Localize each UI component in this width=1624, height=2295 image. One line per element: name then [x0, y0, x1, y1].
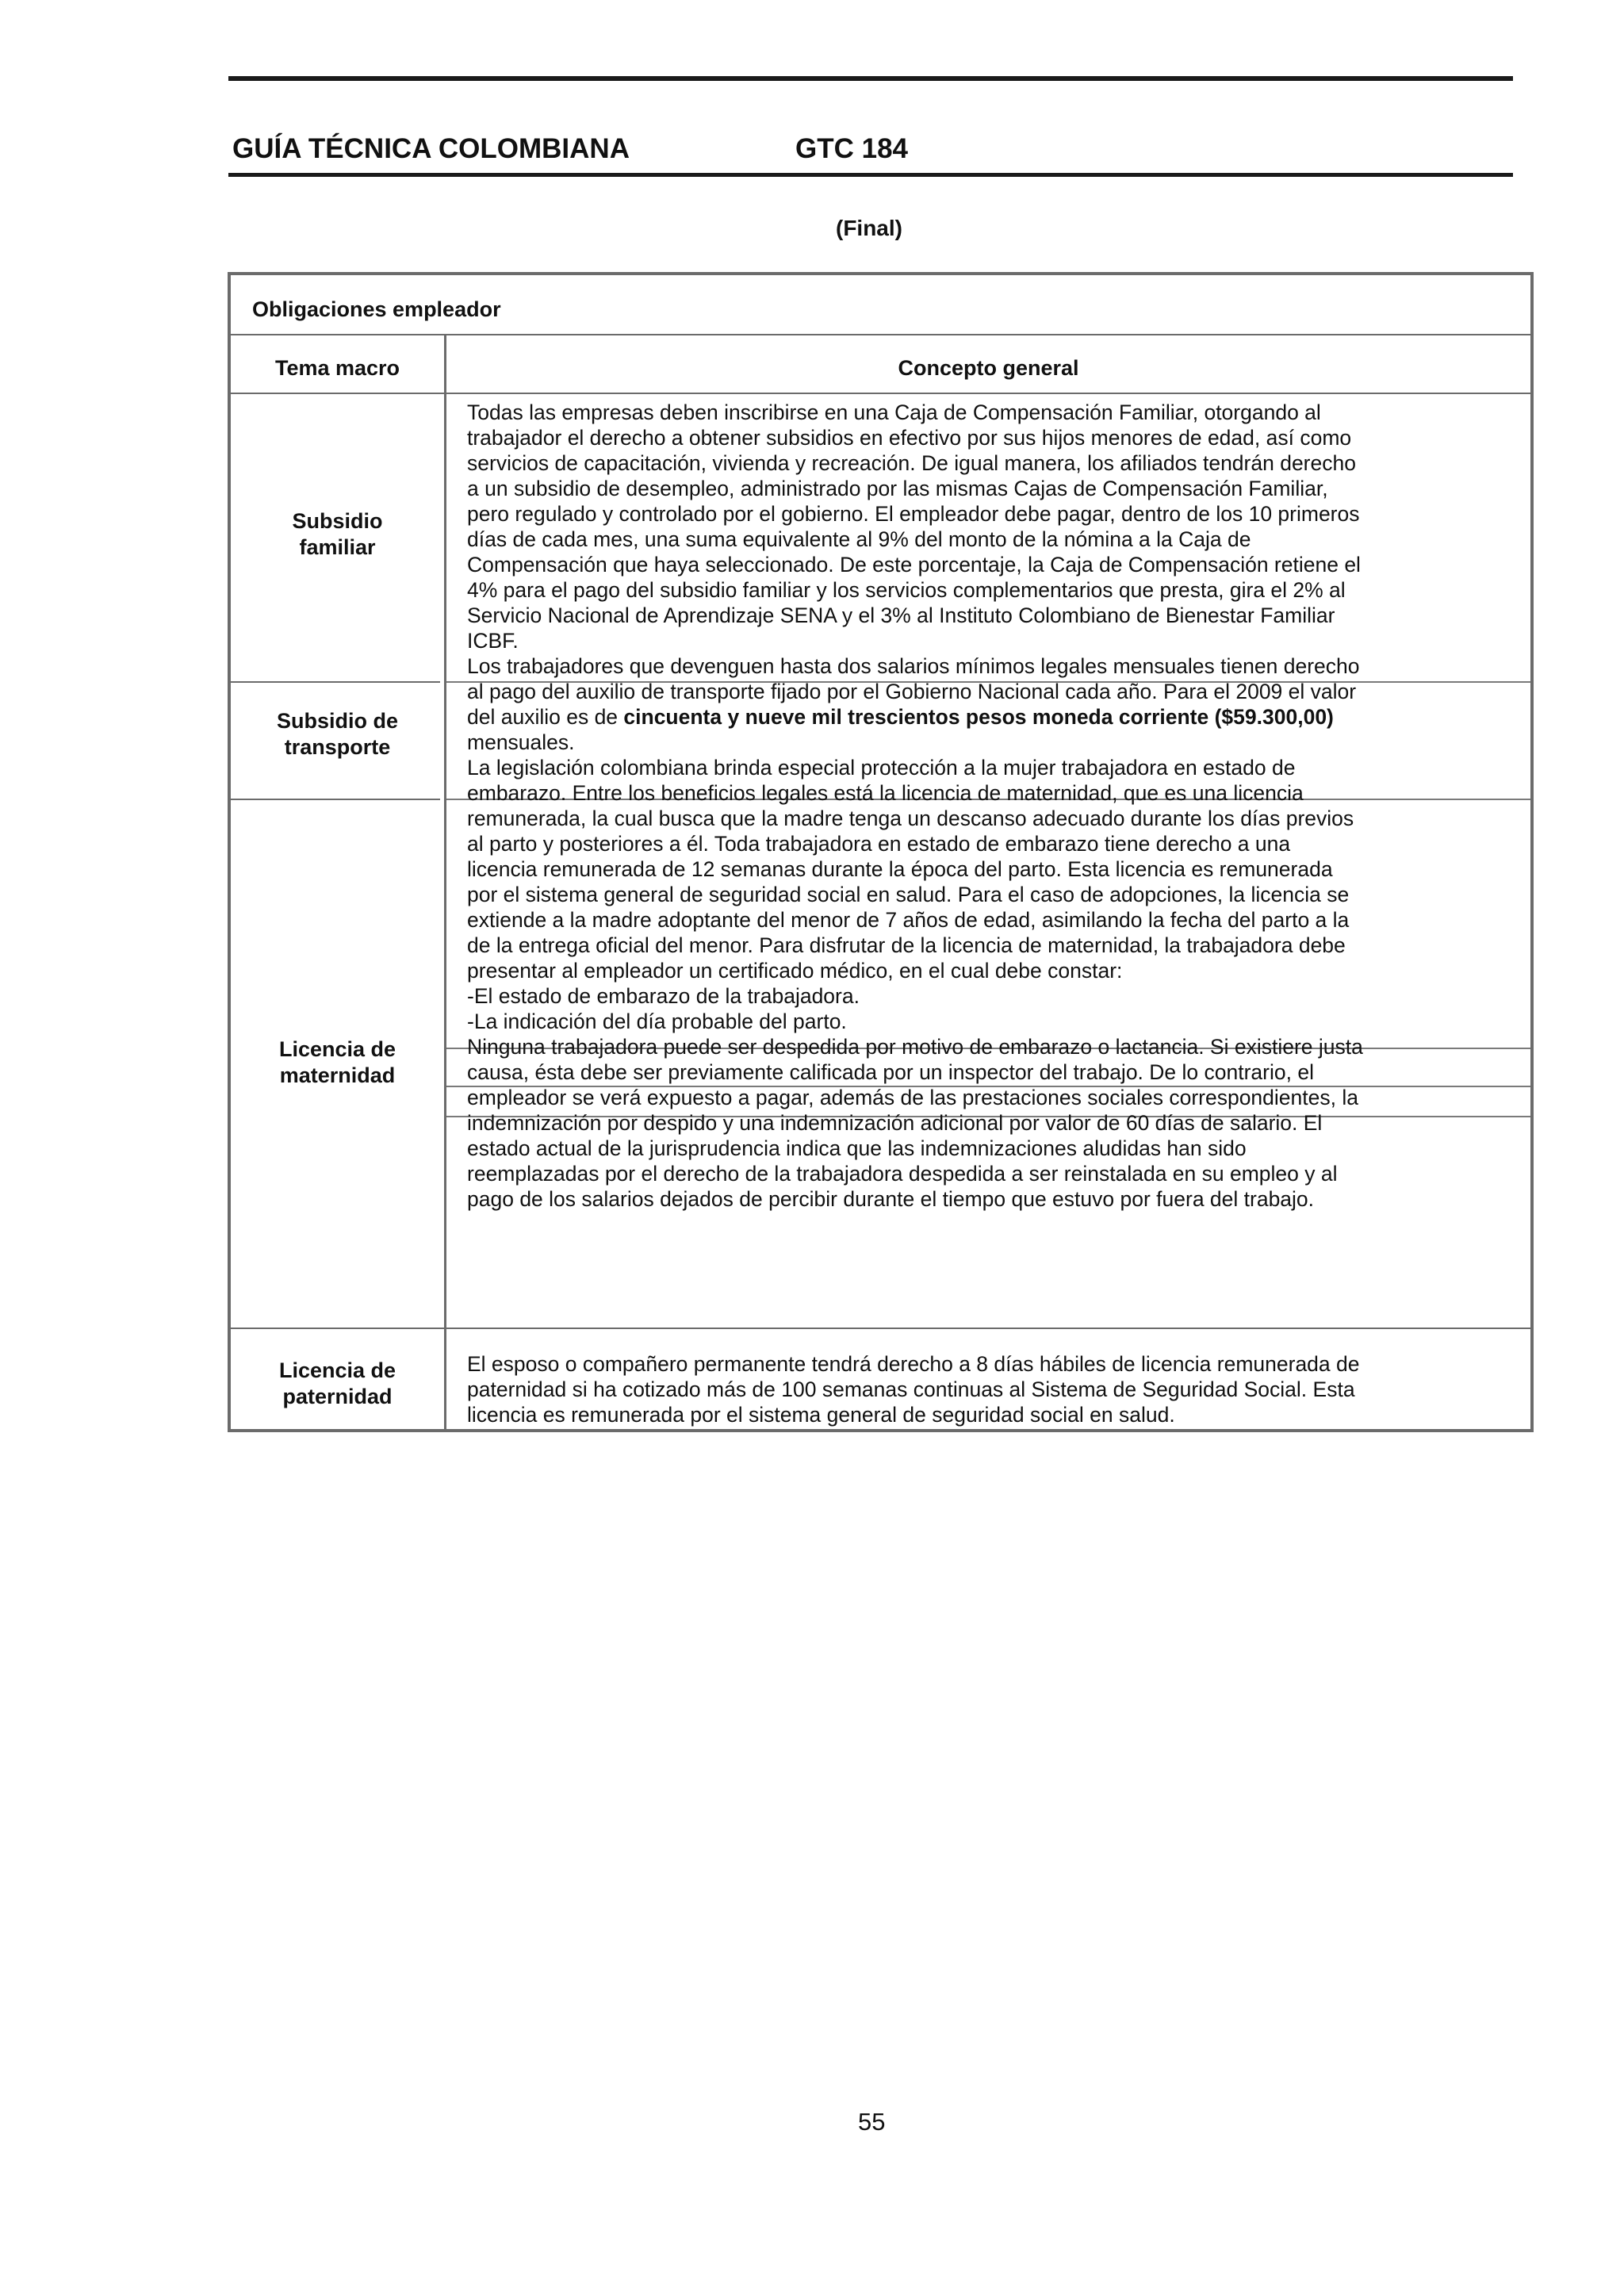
table-divider	[231, 334, 1530, 335]
concept-amount-bold: cincuenta y nueve mil trescientos pesos moneda corriente ($59.300,00)	[623, 705, 1334, 729]
header-top-rule	[228, 76, 1513, 81]
topic-line: maternidad	[279, 1063, 396, 1087]
topic-line: Licencia de	[278, 1037, 396, 1061]
concept-text: Los trabajadores que devenguen hasta dos salarios mínimos legales mensuales tienen derecho al pago del auxilio de transporte fijado por el Gobierno Nacional cada año. Para el 2009 el valor del auxilio es de	[467, 654, 1360, 729]
row-divider	[231, 681, 440, 683]
topic-line: transporte	[284, 735, 391, 759]
topic-line: paternidad	[282, 1385, 393, 1408]
column-header-topic: Tema macro	[274, 356, 400, 380]
header-bottom-rule	[228, 173, 1513, 177]
concept-text: mensuales.	[467, 730, 575, 754]
continuation-label: (Final)	[836, 216, 902, 240]
concept-subsidio-familiar: Todas las empresas deben inscribirse en una Caja de Compensación Familiar, otorgando al trabajador el derecho a obtener subsidios en efectivo por sus hijos menores de edad, así como servicios de capacitación, vivienda y recreación. De igual manera, los afiliados tendrán derecho a un subsidio de desempleo, administrado por las mismas Cajas de Compensación Familiar, pero regulado y controlado por el gobierno. El empleador debe pagar, dentro de los 10 primeros días de cada mes, una suma equivalente al 9% del monto de la nómina a la Caja de Compensación que haya seleccionado. De este porcentaje, la Caja de Compensación retiene el 4% para el pago del subsidio familiar y los servicios complementarios que presta, gira el 2% al Servicio Nacional de Aprendizaje SENA y el 3% al Instituto Colombiano de Bienestar Familiar ICBF.	[467, 400, 1361, 653]
topic-line: Subsidio	[292, 509, 383, 533]
topic-subsidio-transporte	[231, 708, 444, 761]
table-divider	[231, 393, 1530, 394]
table-title: Obligaciones empleador	[252, 297, 501, 321]
column-header-concept: Concepto general	[898, 356, 1079, 380]
row-divider	[231, 799, 440, 800]
page-number: 55	[858, 2108, 886, 2136]
obligations-table	[228, 272, 1534, 1432]
concept-subsidio-transporte	[467, 653, 1454, 755]
document-code: GTC 184	[795, 133, 908, 164]
topic-line: Subsidio de	[276, 709, 398, 733]
topic-line: Licencia de	[278, 1358, 396, 1382]
topic-licencia-maternidad	[231, 1036, 444, 1089]
topic-subsidio-familiar	[231, 508, 444, 561]
document-title: GUÍA TÉCNICA COLOMBIANA	[232, 133, 630, 164]
column-divider	[444, 334, 446, 1432]
concept-licencia-paternidad: El esposo o compañero permanente tendrá derecho a 8 días hábiles de licencia remunerada de paternidad si ha cotizado más de 100 semanas continuas al Sistema de Seguridad Social. Esta licencia es remunerada por el sistema general de seguridad social en salud.	[467, 1352, 1360, 1427]
concept-licencia-maternidad: La legislación colombiana brinda especial protección a la mujer trabajadora en estado de embarazo. Entre los beneficios legales está la licencia de maternidad, que es una licencia remunerada, la cual busca que la madre tenga un descanso adecuado durante los días previos al parto y posteriores a él. Toda trabajadora en estado de embarazo tiene derecho a una licencia remunerada de 12 semanas durante la época del parto. Esta licencia es remunerada por el sistema general de seguridad social en salud. Para el caso de adopciones, la licencia se extiende a la madre adoptante del menor de 7 años de edad, asimilando la fecha del parto a la de la entrega oficial del menor. Para disfrutar de la licencia de maternidad, la trabajadora debe presentar al empleador un certificado médico, en el cual debe constar: -El estado de embarazo de la trabajadora. -La indicación del día probable del parto. Ninguna trabajadora puede ser despedida por motivo de embarazo o lactancia. Si existiere justa causa, ésta debe ser previamente calificada por un inspector del trabajo. De lo contrario, el empleador se verá expuesto a pagar, además de las prestaciones sociales correspondientes, la indemnización por despido y una indemnización adicional por valor de 60 días de salario. El estado actual de la jurisprudencia indica que las indemnizaciones aludidas han sido reemplazadas por el derecho de la trabajadora despedida a ser reinstalada en su empleo y al pago de los salarios dejados de percibir durante el tiempo que estuvo por fuera del trabajo.	[467, 756, 1363, 1211]
row-divider	[231, 1328, 1530, 1329]
topic-line: familiar	[299, 535, 376, 559]
topic-licencia-paternidad	[231, 1358, 444, 1410]
